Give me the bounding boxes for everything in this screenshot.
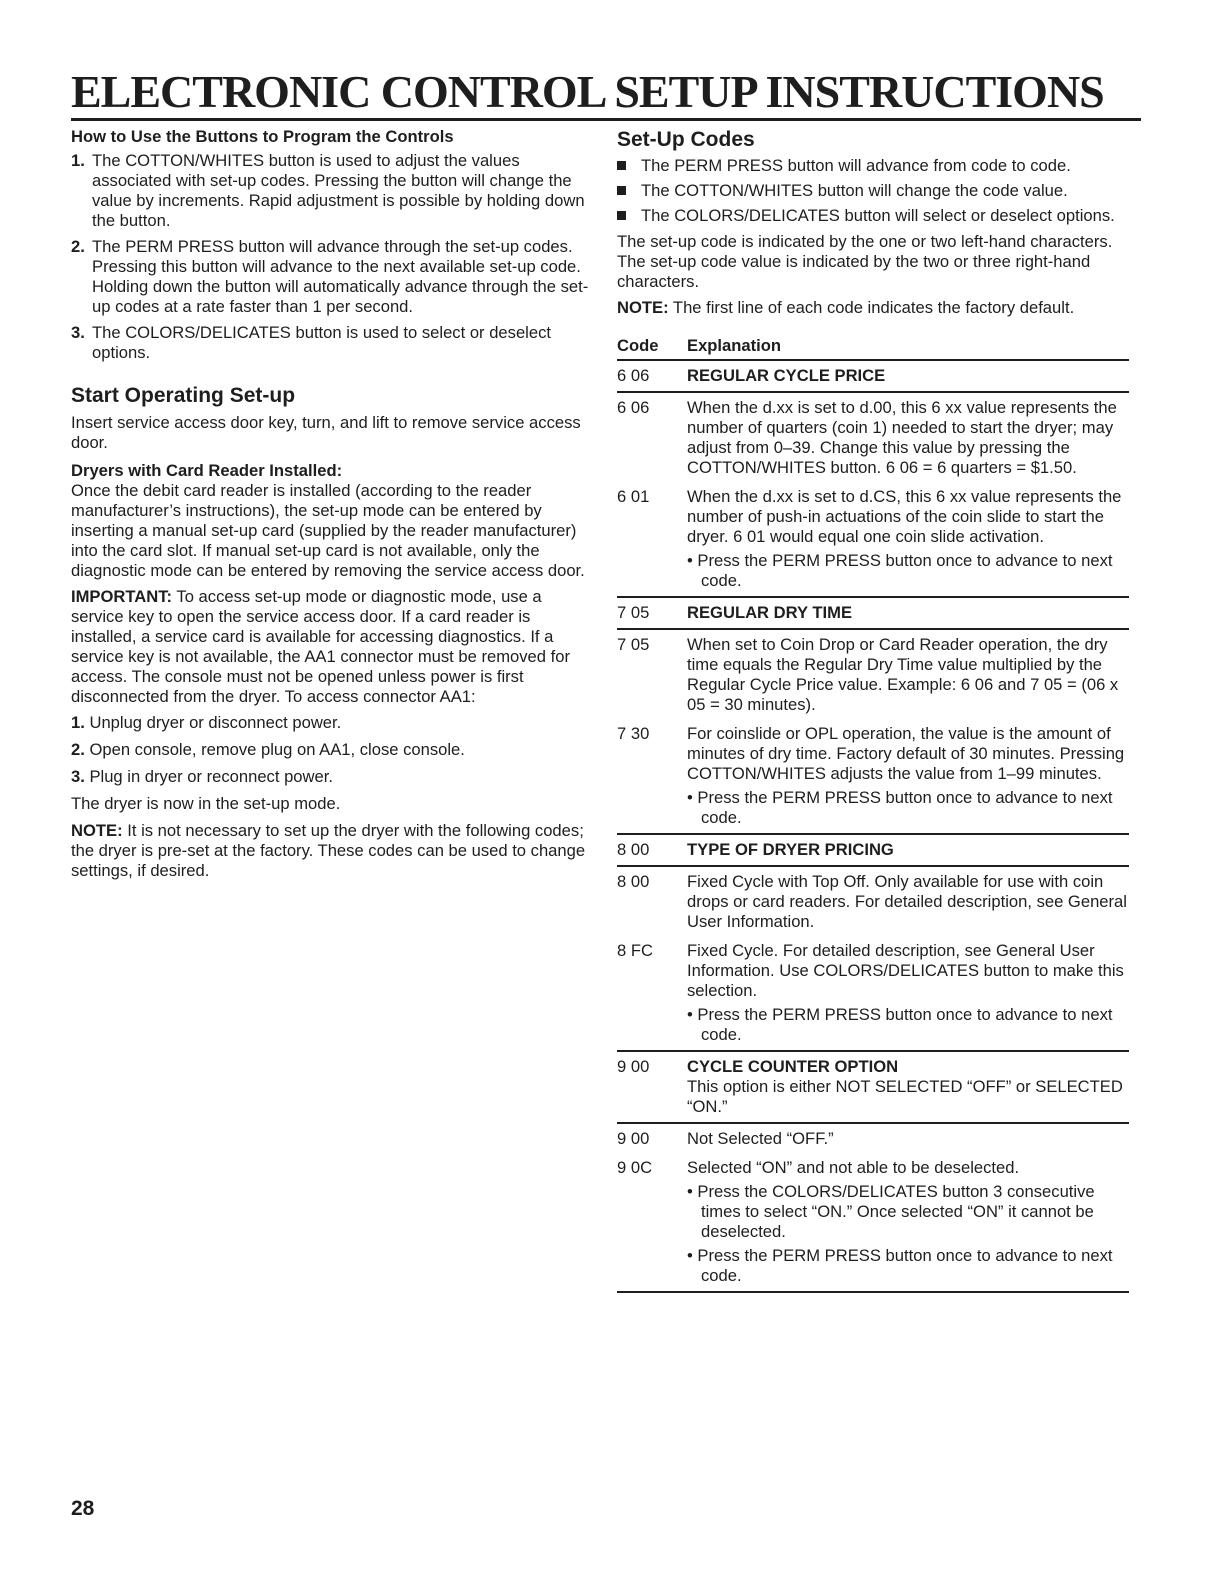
note-paragraph: [71, 821, 591, 881]
indicator-text: The set-up code is indicated by the one or two left-hand characters. The set-up code value is indicated by the two or three right-hand characters.: [617, 232, 1113, 291]
note-text: The first line of each code indicates the factory default.: [668, 298, 1075, 317]
card-reader-heading: Dryers with Card Reader Installed:: [71, 461, 343, 480]
section-title: REGULAR CYCLE PRICE: [687, 360, 1129, 392]
row-text: Fixed Cycle. For detailed description, see General User Information. Use COLORS/DELICATES button to make this selection.: [687, 941, 1124, 1000]
row-code: 9 0C: [617, 1153, 687, 1292]
item-text: The COLORS/DELICATES button is used to select or deselect options.: [92, 323, 551, 362]
row-code: 9 00: [617, 1129, 650, 1148]
row-cell: [687, 719, 1129, 834]
row-text: Selected “ON” and not able to be deselected.: [687, 1158, 1020, 1177]
list-item: [71, 767, 591, 787]
row-text: When set to Coin Drop or Card Reader operation, the dry time equals the Regular Dry Time value multiplied by the Regular Cycle Price value. Example: 6 06 and 7 05 = (06 x 05 = 30 minutes).: [687, 635, 1119, 714]
row-bullet: • Press the PERM PRESS button once to advance to next code.: [687, 1246, 1113, 1285]
start-heading: Start Operating Set-up: [71, 384, 296, 407]
row-text: For coinslide or OPL operation, the value is the amount of minutes of dry time. Factory default of 30 minutes. Pressing COTTON/WHITES adjusts the value from 1–99 minutes.: [687, 724, 1125, 783]
item-number: 1.: [71, 151, 85, 170]
row-text: Fixed Cycle with Top Off. Only available for use with coin drops or card readers. For detailed description, see General User Information.: [687, 872, 1127, 931]
section-title: CYCLE COUNTER OPTION: [687, 1057, 899, 1076]
row-bullet: • Press the PERM PRESS button once to advance to next code.: [687, 551, 1113, 590]
table-row: [617, 1153, 1129, 1292]
row-code: 8 00: [617, 872, 650, 891]
item-number: 2.: [71, 237, 85, 256]
buttons-list: [71, 151, 591, 363]
buttons-heading: How to Use the Buttons to Program the Controls: [71, 127, 454, 146]
code-column-header: Code: [617, 336, 687, 360]
bullet-text: The COLORS/DELICATES button will select or deselect options.: [641, 206, 1115, 225]
list-item: [71, 713, 591, 733]
row-cell: [687, 1153, 1129, 1292]
section-subtitle: This option is either NOT SELECTED “OFF” or SELECTED “ON.”: [687, 1077, 1123, 1116]
step-number: 2.: [71, 740, 85, 759]
row-code: 7 30: [617, 719, 687, 834]
square-bullet-icon: [617, 161, 626, 170]
item-number: 3.: [71, 323, 85, 342]
row-text: When the d.xx is set to d.00, this 6 xx value represents the number of quarters (coin 1) needed to start the dryer; may adjust from 0–39. Change this value by pressing the COTTON/WHITES button. 6 06 = 6 quarters = $1.50.: [687, 398, 1117, 477]
table-row: [617, 719, 1129, 834]
step-text: Plug in dryer or reconnect power.: [84, 767, 333, 786]
setup-codes-heading: Set-Up Codes: [617, 128, 755, 151]
item-text: The PERM PRESS button will advance through the set-up codes. Pressing this button will advance to the next available set-up code. Holding down the button will automatically advance through the set-up codes at a rate faster than 1 per second.: [92, 237, 589, 316]
step-number: 3.: [71, 767, 85, 786]
list-item: [617, 181, 1142, 201]
row-text: When the d.xx is set to d.CS, this 6 xx value represents the number of push-in actuations of the coin slide to start the dryer. 6 01 would equal one coin slide activation.: [687, 487, 1122, 546]
section-header-cell: [687, 1051, 1129, 1123]
square-bullet-icon: [617, 211, 626, 220]
table-row: [617, 1123, 1129, 1153]
row-text: Not Selected “OFF.”: [687, 1129, 834, 1148]
row-bullet: • Press the PERM PRESS button once to advance to next code.: [687, 788, 1113, 827]
list-item: [617, 206, 1142, 226]
table-row: [617, 866, 1129, 936]
list-item: [71, 323, 591, 363]
row-code: 6 01: [617, 482, 687, 597]
bullet-text: The COTTON/WHITES button will change the code value.: [641, 181, 1068, 200]
bullet-text: The PERM PRESS button will advance from code to code.: [641, 156, 1071, 175]
note-label: NOTE:: [617, 298, 669, 317]
square-bullet-icon: [617, 186, 626, 195]
list-item: [71, 151, 591, 231]
table-row: [617, 482, 1129, 597]
list-item: [71, 237, 591, 317]
table-row: [617, 629, 1129, 719]
row-code: 7 05: [617, 635, 650, 654]
note-text: It is not necessary to set up the dryer with the following codes; the dryer is pre-set at the factory. These codes can be used to change settings, if desired.: [71, 821, 586, 880]
list-item: [71, 740, 591, 760]
important-label: IMPORTANT:: [71, 587, 173, 606]
section-code: 7 05: [617, 597, 687, 629]
codes-table: [617, 336, 1129, 1293]
row-code: 8 FC: [617, 936, 687, 1051]
section-title: TYPE OF DRYER PRICING: [687, 834, 1129, 866]
start-text: Insert service access door key, turn, and lift to remove service access door.: [71, 413, 581, 452]
section-row: [617, 597, 1129, 629]
power-steps: [71, 713, 591, 787]
section-title: REGULAR DRY TIME: [687, 597, 1129, 629]
table-header: [617, 336, 1129, 360]
section-row: [617, 834, 1129, 866]
list-item: [617, 156, 1142, 176]
page-title: ELECTRONIC CONTROL SETUP INSTRUCTIONS: [71, 66, 1141, 121]
important-paragraph: [71, 587, 591, 707]
step-text: Unplug dryer or disconnect power.: [84, 713, 342, 732]
table-row: [617, 936, 1129, 1051]
note-label: NOTE:: [71, 821, 123, 840]
page-number: 28: [71, 1497, 95, 1520]
section-row: [617, 360, 1129, 392]
row-cell: [687, 482, 1129, 597]
row-code: 6 06: [617, 398, 650, 417]
important-text: To access set-up mode or diagnostic mode, use a service key to open the service access door. If a card reader is installed, a service card is available for accessing diagnostics. If a service key is not available, the AA1 connector must be removed for access. The console must not be opened unless power is first disconnected from the dryer. To access connector AA1:: [71, 587, 570, 706]
section-row: [617, 1051, 1129, 1123]
factory-note: [617, 298, 1142, 318]
right-column: [617, 127, 1142, 1293]
row-bullet: • Press the PERM PRESS button once to advance to next code.: [687, 1005, 1113, 1044]
left-column: [71, 127, 591, 881]
card-reader-text: Once the debit card reader is installed (according to the reader manufacturer’s instructions), the set-up mode can be entered by inserting a manual set-up card (supplied by the reader manufacturer) into the card slot. If manual set-up card is not available, only the diagnostic mode can be entered by removing the service access door.: [71, 481, 585, 580]
table-row: [617, 392, 1129, 482]
row-cell: [687, 936, 1129, 1051]
explanation-column-header: Explanation: [687, 336, 1129, 360]
section-code: 9 00: [617, 1051, 687, 1123]
row-bullet: • Press the COLORS/DELICATES button 3 consecutive times to select “ON.” Once selected “ON” it cannot be deselected.: [687, 1182, 1095, 1241]
item-text: The COTTON/WHITES button is used to adjust the values associated with set-up codes. Pressing the button will change the value by increments. Rapid adjustment is possible by holding down the button.: [92, 151, 585, 230]
step-number: 1.: [71, 713, 85, 732]
setup-mode-text: The dryer is now in the set-up mode.: [71, 794, 341, 813]
setup-codes-bullets: [617, 156, 1142, 226]
section-code: 8 00: [617, 834, 687, 866]
step-text: Open console, remove plug on AA1, close console.: [84, 740, 465, 759]
section-code: 6 06: [617, 360, 687, 392]
